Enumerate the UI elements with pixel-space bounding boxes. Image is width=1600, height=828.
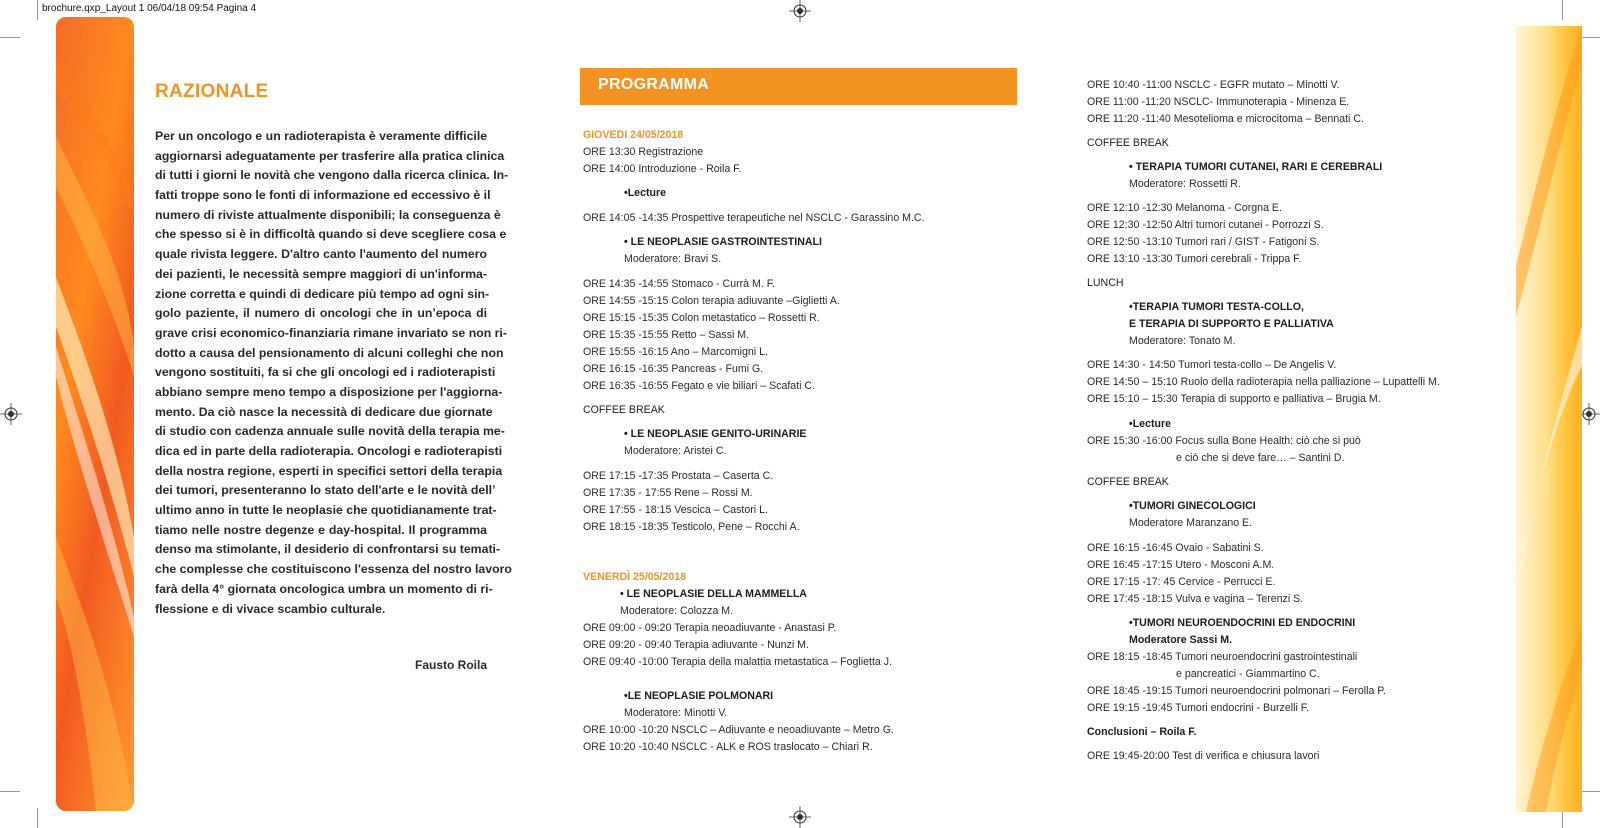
razionale-line: vengono sostituiti, fa si che gli oncologi ed i radioterapisti <box>155 365 496 380</box>
razionale-line: Per un oncologo e un radioterapista è veramente difficile <box>155 129 488 143</box>
razionale-line: ultimo anno in tutte le neoplasie che quotidianamente trat- <box>155 503 497 518</box>
schedule-item: Moderatore: Colozza M. <box>620 605 734 617</box>
crop-mark <box>37 0 38 20</box>
session-heading: E TERAPIA DI SUPPORTO E PALLIATIVA <box>1129 318 1334 330</box>
schedule-item: Moderatore: Bravi S. <box>624 253 722 265</box>
day-heading: VENERDÌ 25/05/2018 <box>583 571 687 583</box>
session-heading: • TERAPIA TUMORI CUTANEI, RARI E CEREBRALI <box>1129 161 1383 173</box>
schedule-item: ORE 09:40 -10:00 Terapia della malattia metastatica – Foglietta J. <box>583 656 892 668</box>
schedule-item: ORE 14:05 -14:35 Prospettive terapeutiche nel NSCLC - Garassino M.C. <box>583 212 925 224</box>
schedule-item: Moderatore: Rossetti R. <box>1129 178 1241 190</box>
schedule-item: ORE 12:10 -12:30 Melanoma - Corgna E. <box>1087 202 1282 214</box>
schedule-item: ORE 18:15 -18:45 Tumori neuroendocrini gastrointestinali <box>1087 651 1358 663</box>
crop-mark <box>1580 37 1600 38</box>
schedule-item: Moderatore Maranzano E. <box>1129 517 1253 529</box>
razionale-line: numero di riviste attualmente disponibili; la conseguenza è <box>155 207 501 222</box>
razionale-line: che spesso si è in difficoltà quando si deve scegliere cosa e <box>155 227 507 242</box>
schedule-item: ORE 19:45-20:00 Test di verifica e chiusura lavori <box>1087 750 1320 762</box>
registration-mark-icon <box>789 806 811 828</box>
day-heading: GIOVEDI 24/05/2018 <box>583 129 684 141</box>
decorative-stripe-left <box>56 17 134 811</box>
razionale-line: abbiano sempre meno tempo a disposizione per l'aggiorna- <box>155 384 503 399</box>
razionale-line: di studio con cadenza annuale sulle novità della terapia me- <box>155 424 505 439</box>
schedule-item: ORE 18:45 -19:15 Tumori neuroendocrini polmonari – Ferolla P. <box>1087 685 1386 697</box>
razionale-line: mento. Da ciò nasce la necessità di dedicare due giornate <box>155 404 493 419</box>
razionale-line: di tutti i giorni le novità che vengono dalla ricerca clinica. In- <box>155 168 509 183</box>
schedule-item: ORE 17:15 -17:35 Prostata – Caserta C. <box>583 470 774 482</box>
schedule-item: ORE 09:00 - 09:20 Terapia neoadiuvante - Anastasi P. <box>583 622 837 634</box>
schedule-item: ORE 11:20 -11:40 Mesotelioma e microcitoma – Bennati C. <box>1087 113 1364 125</box>
signature: Fausto Roila <box>414 658 487 672</box>
razionale-line: dei tumori, presenteranno lo stato dell'arte e le novità dell’ <box>155 483 496 498</box>
crop-mark <box>0 37 20 38</box>
schedule-item: ORE 16:35 -16:55 Fegato e vie biliari – Scafati C. <box>583 380 816 392</box>
schedule-item: e pancreatici - Giammartino C. <box>1176 668 1320 680</box>
session-heading: •TUMORI NEUROENDOCRINI ED ENDOCRINI <box>1129 617 1356 629</box>
razionale-line: quale rivista leggere. D'altro canto l'aumento del numero <box>155 247 487 262</box>
schedule-item: ORE 15:15 -15:35 Colon metastatico – Rossetti R. <box>583 312 820 324</box>
session-heading: •Lecture <box>624 187 666 199</box>
schedule-item: ORE 14:35 -14:55 Stomaco - Currà M. F. <box>583 278 775 290</box>
razionale-line: dica ed in parte della radioterapia. Oncologi e radioterapisti <box>155 444 503 458</box>
wave-decoration-icon <box>56 17 134 811</box>
break-label: LUNCH <box>1087 277 1124 289</box>
razionale-line: della nostra regione, esperti in specifici settori della terapia <box>155 463 503 478</box>
schedule-item: ORE 19:15 -19:45 Tumori endocrini - Burzelli F. <box>1087 702 1309 714</box>
schedule-item: ORE 18:15 -18:35 Testicolo, Pene – Rocchi A. <box>583 521 800 533</box>
schedule-item: Moderatore: Aristei C. <box>624 445 727 457</box>
schedule-item: ORE 16:45 -17:15 Utero - Mosconi A.M. <box>1087 559 1275 571</box>
razionale-line: fatti troppe sono le fonti di informazione ed eccessivo è il <box>155 188 491 203</box>
schedule-item: ORE 10:40 -11:00 NSCLC - EGFR mutato – Minotti V. <box>1087 79 1340 91</box>
session-heading: • LE NEOPLASIE DELLA MAMMELLA <box>620 588 807 600</box>
razionale-line: farà della 4° giornata oncologica umbra un momento di ri- <box>155 581 493 596</box>
schedule-item: ORE 15:55 -16:15 Ano – Marcomigni L. <box>583 346 768 358</box>
schedule-item: ORE 12:50 -13:10 Tumori rari / GIST - Fatigoni S. <box>1087 236 1320 248</box>
razionale-line: dotto a causa del pensionamento di alcuni colleghi che non <box>155 345 504 360</box>
schedule-item: Moderatore: Tonato M. <box>1129 335 1236 347</box>
schedule-item: ORE 17:55 - 18:15 Vescica – Castori L. <box>583 504 768 516</box>
session-heading: Conclusioni – Roila F. <box>1087 726 1197 738</box>
razionale-line: flessione e di vivace scambio culturale. <box>155 601 386 616</box>
schedule-item: ORE 10:00 -10:20 NSCLC – Adiuvante e neoadiuvante – Metro G. <box>583 724 894 736</box>
break-label: COFFEE BREAK <box>583 404 665 416</box>
razionale-line: dei pazienti, le necessità sempre maggiori di un'informa- <box>155 266 487 281</box>
session-heading: • LE NEOPLASIE GASTROINTESTINALI <box>624 236 822 248</box>
schedule-item: ORE 09:20 - 09:40 Terapia adiuvante - Nunzi M. <box>583 639 809 651</box>
schedule-item: ORE 14:50 – 15:10 Ruolo della radioterapia nella palliazione – Lupattelli M. <box>1087 376 1440 388</box>
crop-mark <box>1580 791 1600 792</box>
schedule-item: ORE 13:10 -13:30 Tumori cerebrali - Trippa F. <box>1087 253 1302 265</box>
schedule-item: ORE 10:20 -10:40 NSCLC - ALK e ROS traslocato – Chiari R. <box>583 741 873 753</box>
registration-mark-icon <box>789 0 811 22</box>
session-heading: •TERAPIA TUMORI TESTA-COLLO, <box>1129 301 1304 313</box>
break-label: COFFEE BREAK <box>1087 476 1169 488</box>
schedule-item: ORE 16:15 -16:45 Ovaio - Sabatini S. <box>1087 542 1264 554</box>
break-label: COFFEE BREAK <box>1087 137 1169 149</box>
schedule-item: ORE 12:30 -12:50 Altri tumori cutanei - Porrozzi S. <box>1087 219 1324 231</box>
razionale-body <box>155 127 512 619</box>
crop-mark <box>0 791 20 792</box>
razionale-line: zione corretta e quindi di dedicare più tempo ad ogni sin- <box>155 286 490 301</box>
crop-mark <box>37 808 38 828</box>
schedule-item: ORE 17:35 - 17:55 Rene – Rossi M. <box>583 487 753 499</box>
razionale-line: grave crisi economico-finanziaria rimane invariato se non ri- <box>155 325 507 340</box>
schedule-item: ORE 15:30 -16:00 Focus sulla Bone Health: ciò che si può <box>1087 435 1361 447</box>
razionale-line: denso ma stimolante, il desiderio di confrontarsi su temati- <box>155 542 501 557</box>
schedule-item: ORE 16:15 -16:35 Pancreas - Fumi G. <box>583 363 764 375</box>
session-heading: • LE NEOPLASIE GENITO-URINARIE <box>624 428 807 440</box>
razionale-title: RAZIONALE <box>155 81 269 102</box>
razionale-line: golo paziente, il numero di oncologi che in un’epoca di <box>155 306 487 321</box>
session-heading: Moderatore Sassi M. <box>1129 634 1233 646</box>
print-slug: brochure.qxp_Layout 1 06/04/18 09:54 Pagina 4 <box>42 3 257 14</box>
session-heading: •LE NEOPLASIE POLMONARI <box>624 690 774 702</box>
schedule-item: ORE 14:55 -15:15 Colon terapia adiuvante –Giglietti A. <box>583 295 840 307</box>
session-heading: •TUMORI GINECOLOGICI <box>1129 500 1256 512</box>
schedule-item: ORE 11:00 -11:20 NSCLC- Immunoterapia - Minenza E. <box>1087 96 1350 108</box>
wave-decoration-icon <box>1516 26 1582 812</box>
decorative-stripe-right <box>1516 26 1582 812</box>
schedule-item: ORE 14:00 Introduzione - Roila F. <box>583 163 742 175</box>
programma-title: PROGRAMMA <box>598 76 710 93</box>
crop-mark <box>1562 0 1563 20</box>
razionale-line: aggiornarsi adeguatamente per trasferire alla pratica clinica <box>155 148 505 163</box>
schedule-item: e ciò che si deve fare… – Santini D. <box>1176 452 1345 464</box>
schedule-item: ORE 13:30 Registrazione <box>583 146 704 158</box>
razionale-line: tiamo nelle nostre degenze e day-hospital. Il programma <box>155 522 487 537</box>
razionale-line: che complesse che costituiscono l'essenza del nostro lavoro <box>155 562 512 577</box>
schedule-item: ORE 17:45 -18:15 Vulva e vagina – Terenzi S. <box>1087 593 1304 605</box>
schedule-item: ORE 15:10 – 15:30 Terapia di supporto e palliativa – Brugia M. <box>1087 393 1381 405</box>
schedule-item: ORE 14:30 - 14:50 Tumori testa-collo – De Angelis V. <box>1087 359 1337 371</box>
registration-mark-icon <box>0 403 22 425</box>
schedule-item: Moderatore: Minotti V. <box>624 707 728 719</box>
session-heading: •Lecture <box>1129 418 1171 430</box>
schedule-item: ORE 15:35 -15:55 Retto – Sassi M. <box>583 329 750 341</box>
schedule-item: ORE 17:15 -17: 45 Cervice - Perrucci E. <box>1087 576 1276 588</box>
